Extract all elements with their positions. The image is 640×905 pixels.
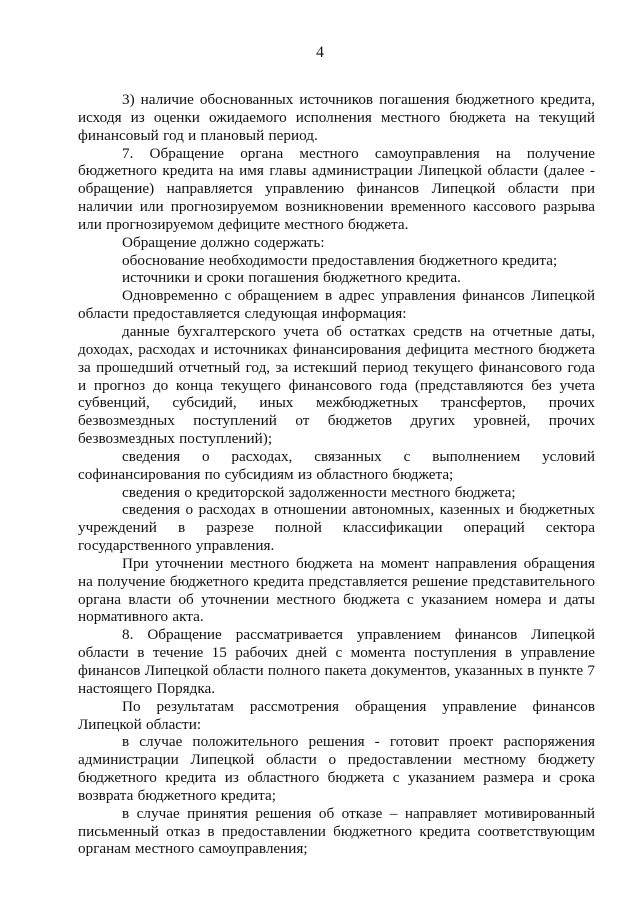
paragraph: сведения о расходах в отношении автономных, казенных и бюджетных учреждений в разрезе полной классификации операций сектора государственного управления. bbox=[78, 501, 595, 555]
paragraph: данные бухгалтерского учета об остатках средств на отчетные даты, доходах, расходах и источниках финансирования дефицита местного бюджета за прошедший отчетный год, за истекший период текущего финансового года и прогноз до конца текущего финансового года (представляются без учета субвенций, субсидий, иных межбюджетных трансфертов, прочих безвозмездных поступлений от бюджетов других уровней, прочих безвозмездных поступлений); bbox=[78, 322, 595, 448]
paragraph: 7. Обращение органа местного самоуправления на получение бюджетного кредита на имя главы администрации Липецкой области (далее - обращение) направляется управлению финансов Липецкой области при наличии или прогнозируемом возникновении временного кассового разрыва или прогнозируемом дефиците местного бюджета. bbox=[78, 144, 595, 233]
paragraph: в случае положительного решения - готовит проект распоряжения администрации Липецкой области о предоставлении местному бюджету бюджетного кредита из областного бюджета с указанием размера и срока возврата бюджетного кредита; bbox=[78, 733, 595, 804]
paragraph: Одновременно с обращением в адрес управления финансов Липецкой области предоставляется следующая информация: bbox=[78, 287, 595, 323]
paragraph: сведения о кредиторской задолженности местного бюджета; bbox=[122, 483, 516, 501]
document-body bbox=[78, 91, 595, 858]
paragraph: По результатам рассмотрения обращения управление финансов Липецкой области: bbox=[78, 697, 595, 733]
paragraph: обоснование необходимости предоставления бюджетного кредита; bbox=[122, 251, 558, 269]
paragraph: 8. Обращение рассматривается управлением финансов Липецкой области в течение 15 рабочих дней с момента поступления в управление финансов Липецкой области полного пакета документов, указанных в пункте 7 настоящего Порядка. bbox=[78, 626, 595, 697]
paragraph: Обращение должно содержать: bbox=[122, 233, 325, 251]
paragraph: При уточнении местного бюджета на момент направления обращения на получение бюджетного кредита представляется решение представительного органа власти об уточнении местного бюджета с указанием номера и даты нормативного акта. bbox=[78, 554, 595, 626]
paragraph: в случае принятия решения об отказе – направляет мотивированный письменный отказ в предоставлении бюджетного кредита соответствующим органам местного самоуправления; bbox=[78, 804, 595, 858]
paragraph: сведения о расходах, связанных с выполнением условий софинансирования по субсидиям из областного бюджета; bbox=[78, 447, 595, 483]
paragraph: 3) наличие обоснованных источников погашения бюджетного кредита, исходя из оценки ожидаемого исполнения местного бюджета на текущий финансовый год и плановый период. bbox=[78, 91, 595, 144]
paragraph: источники и сроки погашения бюджетного кредита. bbox=[122, 269, 461, 287]
page-number: 4 bbox=[316, 44, 324, 61]
